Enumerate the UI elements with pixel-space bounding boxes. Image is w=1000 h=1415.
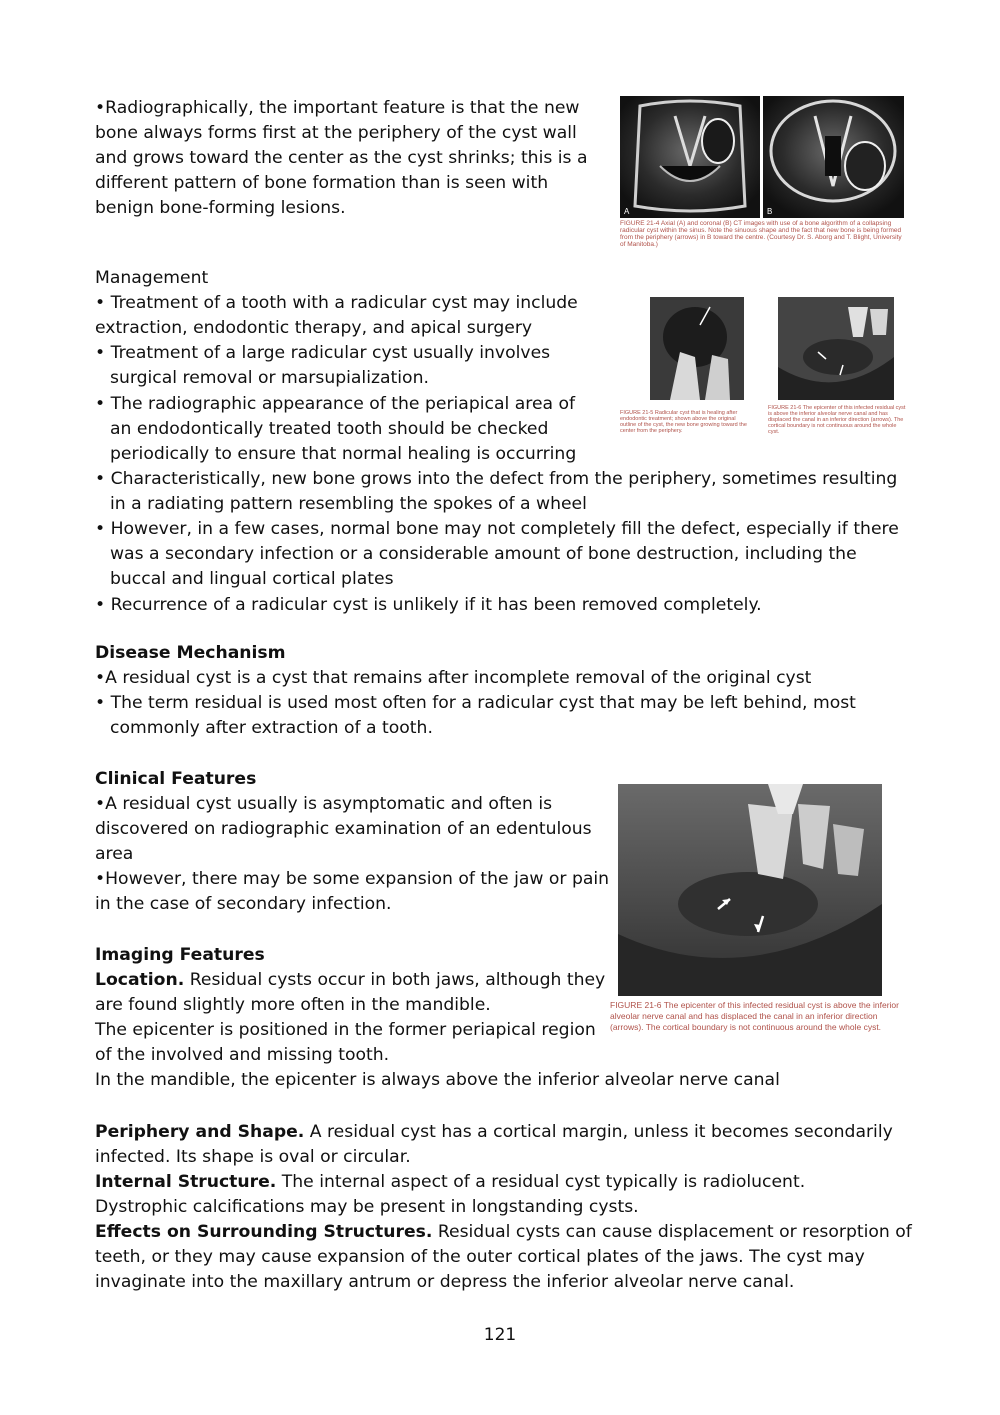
inline-label: Location. (95, 970, 185, 990)
section-heading: Disease Mechanism (95, 643, 286, 663)
paragraph-line: bone always forms first at the periphery of the cyst wall (95, 123, 577, 143)
figure-mandible-radiograph (778, 297, 894, 400)
paragraph-line: commonly after extraction of a tooth. (110, 718, 433, 738)
paragraph-line: area (95, 844, 134, 864)
paragraph-line: teeth, or they may cause expansion of the outer cortical plates of the jaws. The cyst may (95, 1247, 865, 1267)
inline-label: Periphery and Shape. (95, 1122, 305, 1142)
inline-text: Residual cysts can cause displacement or resorption of (432, 1222, 912, 1242)
paragraph-line: • Recurrence of a radicular cyst is unlikely if it has been removed completely. (95, 595, 762, 615)
paragraph-line: benign bone-forming lesions. (95, 198, 346, 218)
paragraph-line: periodically to ensure that normal healing is occurring (110, 444, 577, 464)
figure-caption: FIGURE 21-4 Axial (A) and coronal (B) CT images with use of a bone algorithm of a collapsing radicular cyst within the sinus. Note the sinuous shape and the fact that new bone is being formed from the periphery (arrows) in B toward the centre. (Courtesy Dr. S. Aborg and T. Blight, University of Manitoba.) (620, 220, 902, 248)
radiograph-image (778, 297, 894, 400)
figure-caption: FIGURE 21-5 Radicular cyst that is healing after endodontic treatment; shown above the original outline of the cyst, the new bone growing toward the center from the periphery. (620, 410, 747, 434)
paragraph-line (95, 1170, 805, 1195)
paragraph-line: discovered on radiographic examination of an edentulous (95, 819, 592, 839)
paragraph-line: of the involved and missing tooth. (95, 1045, 390, 1065)
section-heading: Management (95, 268, 209, 288)
paragraph-line: in a radiating pattern resembling the spokes of a wheel (110, 494, 587, 514)
inline-label: Effects on Surrounding Structures. (95, 1222, 433, 1242)
radiograph-image (650, 297, 744, 400)
figure-residual-cyst-radiograph (618, 784, 882, 996)
paragraph-line: and grows toward the center as the cyst shrinks; this is a (95, 148, 588, 168)
paragraph-line: Dystrophic calcifications may be present in longstanding cysts. (95, 1197, 639, 1217)
paragraph-line: • Characteristically, new bone grows into the defect from the periphery, sometimes resulting (95, 469, 898, 489)
paragraph-line (95, 1120, 893, 1145)
paragraph-line: • The term residual is used most often for a radicular cyst that may be left behind, most (95, 693, 856, 713)
paragraph-line: In the mandible, the epicenter is always above the inferior alveolar nerve canal (95, 1070, 780, 1090)
paragraph-line: infected. Its shape is oval or circular. (95, 1147, 411, 1167)
figure-periapical-radiograph (650, 297, 744, 400)
paragraph-line: are found slightly more often in the mandible. (95, 995, 491, 1015)
page-number: 121 (483, 1325, 517, 1345)
section-heading: Imaging Features (95, 945, 265, 965)
paragraph-line (95, 968, 605, 993)
paragraph-line: •A residual cyst usually is asymptomatic and often is (95, 794, 553, 814)
paragraph-line: •Radiographically, the important feature is that the new (95, 98, 580, 118)
radiograph-image (618, 784, 882, 996)
inline-text: A residual cyst has a cortical margin, unless it becomes secondarily (304, 1122, 893, 1142)
paragraph-line: surgical removal or marsupialization. (110, 368, 429, 388)
paragraph-line: • The radiographic appearance of the periapical area of (95, 394, 576, 414)
paragraph-line: invaginate into the maxillary antrum or depress the inferior alveolar nerve canal. (95, 1272, 795, 1292)
paragraph-line: • Treatment of a large radicular cyst usually involves (95, 343, 551, 363)
paragraph-line: • However, in a few cases, normal bone may not completely fill the defect, especially if there (95, 519, 899, 539)
ct-scan-image (620, 96, 904, 218)
paragraph-line: was a secondary infection or a considerable amount of bone destruction, including the (110, 544, 857, 564)
figure-caption: FIGURE 21-6 The epicenter of this infected residual cyst is above the inferior alveolar nerve canal and has displaced the canal in an inferior direction (arrows). The cortical boundary is not continuous around the whole cyst. (610, 1000, 899, 1032)
paragraph-line (95, 1220, 912, 1245)
paragraph-line: extraction, endodontic therapy, and apical surgery (95, 318, 533, 338)
paragraph-line: an endodontically treated tooth should be checked (110, 419, 549, 439)
paragraph-line: •However, there may be some expansion of the jaw or pain (95, 869, 610, 889)
paragraph-line: The epicenter is positioned in the former periapical region (95, 1020, 596, 1040)
paragraph-line: •A residual cyst is a cyst that remains after incomplete removal of the original cyst (95, 668, 812, 688)
figure-ct-images (620, 96, 904, 218)
figure-caption: FIGURE 21-6 The epicenter of this infected residual cyst is above the inferior alveolar nerve canal and has displaced the canal in an inferior direction (arrows). The cortical boundary is not continuous around the whole cyst. (768, 405, 906, 435)
figure-label-b: B (767, 207, 773, 216)
paragraph-line: • Treatment of a tooth with a radicular cyst may include (95, 293, 578, 313)
inline-text: The internal aspect of a residual cyst typically is radiolucent. (276, 1172, 806, 1192)
figure-label-a: A (624, 207, 630, 216)
section-heading: Clinical Features (95, 769, 257, 789)
paragraph-line: in the case of secondary infection. (95, 894, 392, 914)
inline-text: Residual cysts occur in both jaws, although they (184, 970, 606, 990)
paragraph-line: different pattern of bone formation than is seen with (95, 173, 549, 193)
inline-label: Internal Structure. (95, 1172, 277, 1192)
paragraph-line: buccal and lingual cortical plates (110, 569, 394, 589)
